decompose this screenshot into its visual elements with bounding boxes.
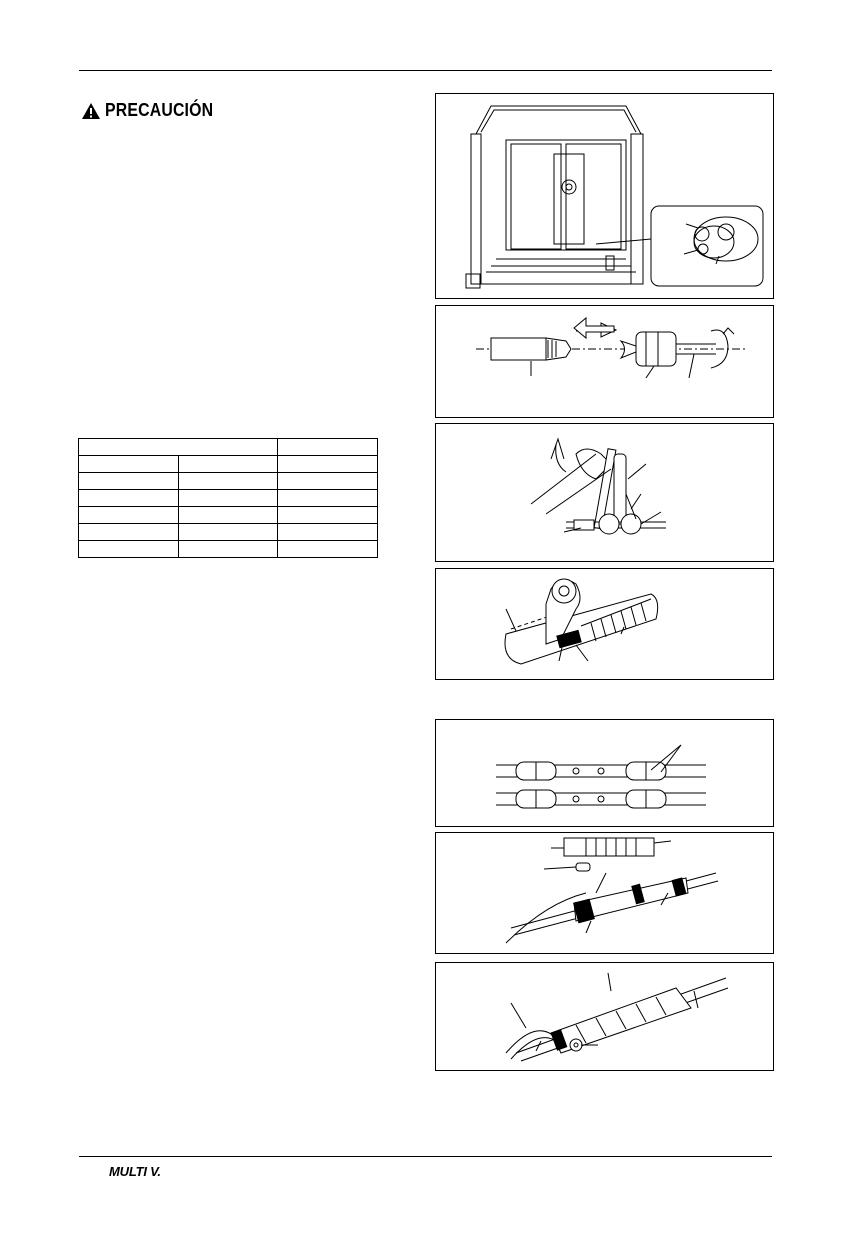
two-wrench-illustration	[436, 424, 773, 561]
table-cell	[278, 456, 378, 473]
table-cell	[79, 439, 278, 456]
table-cell	[79, 524, 179, 541]
pipe-bundle-illustration	[436, 963, 773, 1070]
table-row	[79, 490, 378, 507]
table-cell	[278, 524, 378, 541]
table-cell	[278, 507, 378, 524]
pipe-pair-connection-figure	[435, 719, 774, 827]
table-cell	[278, 541, 378, 558]
table-cell	[79, 473, 179, 490]
indoor-unit-back-view-figure	[435, 93, 774, 299]
multi-v-logo: MULTI V.	[109, 1164, 161, 1179]
table-row	[79, 541, 378, 558]
table-row	[79, 473, 378, 490]
wrench-tightening-figure	[435, 423, 774, 562]
tape-roll-illustration	[436, 569, 773, 679]
spec-table	[78, 438, 378, 558]
flare-nut-illustration	[436, 306, 773, 417]
table-cell	[79, 541, 179, 558]
indoor-unit-illustration	[436, 94, 773, 298]
pipe-pair-illustration	[436, 720, 773, 826]
footer-rule	[79, 1156, 772, 1157]
table-cell	[79, 456, 179, 473]
pipe-bundle-taping-figure	[435, 962, 774, 1071]
table-cell	[178, 473, 278, 490]
table-cell	[79, 490, 179, 507]
caution-title: PRECAUCIÓN	[105, 100, 214, 120]
table-row	[79, 507, 378, 524]
table-cell	[178, 524, 278, 541]
table-row	[79, 456, 378, 473]
wrapped-pipe-illustration	[436, 833, 773, 953]
pipe-wrapping-figure	[435, 832, 774, 954]
table-cell	[178, 490, 278, 507]
table-cell	[178, 541, 278, 558]
table-row	[79, 439, 378, 456]
table-cell	[278, 490, 378, 507]
table-cell	[278, 439, 378, 456]
table-row	[79, 524, 378, 541]
warning-triangle-icon	[81, 102, 101, 120]
caution-heading	[81, 100, 228, 121]
table-cell	[79, 507, 179, 524]
flare-nut-connection-figure	[435, 305, 774, 418]
table-cell	[278, 473, 378, 490]
header-rule	[79, 70, 772, 71]
table-cell	[178, 456, 278, 473]
table-cell	[178, 507, 278, 524]
insulation-tape-figure	[435, 568, 774, 680]
